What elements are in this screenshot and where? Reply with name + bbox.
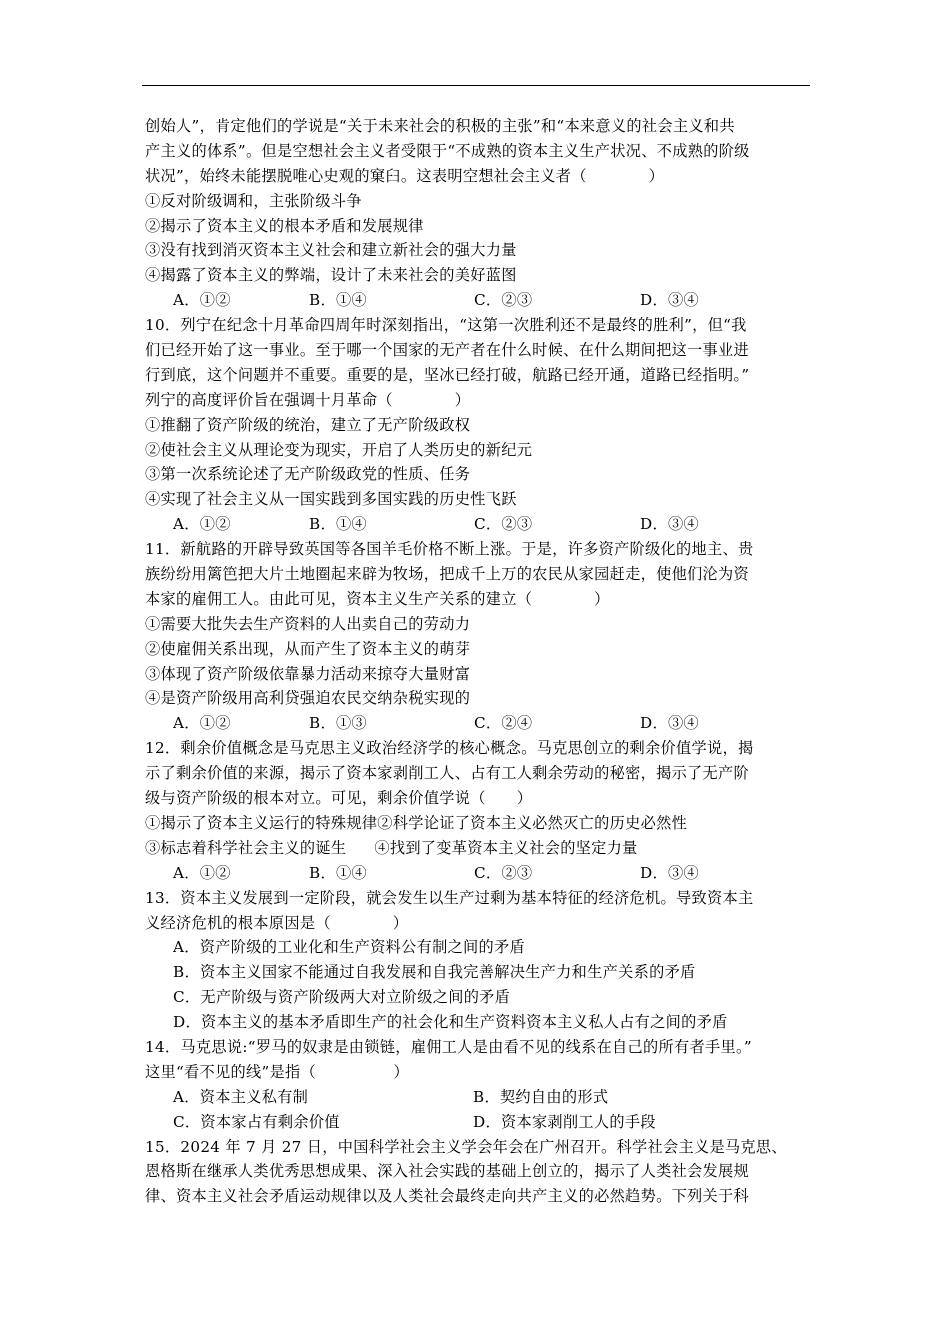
option-c: C．无产阶级与资产阶级两大对立阶级之间的矛盾 bbox=[173, 988, 511, 1007]
question-12-stem: 级与资产阶级的根本对立。可见，剩余价值学说（ ） bbox=[145, 789, 533, 808]
option-d: D．资本主义的基本矛盾即生产的社会化和生产资料资本主义私人占有之间的矛盾 bbox=[173, 1013, 728, 1032]
question-9-stem: 创始人”，肯定他们的学说是“关于未来社会的积极的主张”和“本来意义的社会主义和共 bbox=[145, 117, 735, 135]
question-10-stem: 行到底，这个问题并不重要。重要的是，坚冰已经打破，航路已经开通，道路已经指明。” bbox=[145, 365, 750, 384]
option-b: B．契约自由的形式 bbox=[473, 1087, 609, 1106]
option-d: D．③④ bbox=[640, 714, 699, 733]
question-15-stem: 15．2024 年 7 月 27 日，中国科学社会主义学会年会在广州召开。科学社会主义是马克思、 bbox=[145, 1137, 787, 1156]
question-9-statement: ④揭露了资本主义的弊端，设计了未来社会的美好蓝图 bbox=[145, 266, 517, 285]
question-11-statement: ①需要大批失去生产资料的人出卖自己的劳动力 bbox=[145, 614, 471, 633]
question-10-options bbox=[145, 512, 810, 537]
question-12-stem: 示了剩余价值的来源，揭示了资本家剥削工人、占有工人剩余劳动的秘密，揭示了无产阶 bbox=[145, 764, 750, 783]
option-b: B．资本主义国家不能通过自我发展和自我完善解决生产力和生产关系的矛盾 bbox=[173, 963, 696, 982]
option-c: C．②③ bbox=[474, 515, 533, 534]
question-15-stem: 律、资本主义社会矛盾运动规律以及人类社会最终走向共产主义的必然趋势。下列关于科 bbox=[145, 1187, 750, 1206]
question-9-statement: ①反对阶级调和，主张阶级斗争 bbox=[145, 191, 362, 210]
option-a: A．①② bbox=[173, 291, 231, 310]
question-9-statement: ②揭示了资本主义的根本矛盾和发展规律 bbox=[145, 216, 424, 235]
option-d: D．资本家剥削工人的手段 bbox=[473, 1112, 656, 1131]
question-9-options bbox=[145, 288, 810, 313]
option-d: D．③④ bbox=[640, 291, 699, 310]
option-b: B．①④ bbox=[309, 291, 367, 310]
statement-3: ③标志着科学社会主义的诞生 bbox=[145, 838, 347, 857]
header-rule bbox=[142, 85, 810, 86]
question-12-options bbox=[145, 861, 810, 886]
option-b: B．①④ bbox=[309, 863, 367, 882]
option-d: D．③④ bbox=[640, 515, 699, 534]
question-12-statement: ①揭示了资本主义运行的特殊规律②科学论证了资本主义必然灭亡的历史必然性 bbox=[145, 813, 688, 832]
question-9-statement: ③没有找到消灭资本主义社会和建立新社会的强大力量 bbox=[145, 241, 517, 260]
option-b: B．①③ bbox=[309, 714, 367, 733]
option-d: D．③④ bbox=[640, 863, 699, 882]
option-a: A．①② bbox=[173, 863, 231, 882]
question-10-stem: 10．列宁在纪念十月革命四周年时深刻指出，“这第一次胜利还不是最终的胜利”，但“我 bbox=[145, 316, 747, 335]
question-13-stem: 13．资本主义发展到一定阶段，就会发生以生产过剩为基本特征的经济危机。导致资本主 bbox=[145, 888, 754, 907]
question-11-stem: 11．新航路的开辟导致英国等各国羊毛价格不断上涨。于是，许多资产阶级化的地主、贵 bbox=[145, 540, 754, 559]
question-10-statement: ④实现了社会主义从一国实践到多国实践的历史性飞跃 bbox=[145, 490, 517, 509]
question-14-options-row bbox=[145, 1110, 810, 1135]
question-11-statement: ④是资产阶级用高利贷强迫农民交纳杂税实现的 bbox=[145, 689, 471, 708]
question-11-statement: ③体现了资产阶级依靠暴力活动来掠夺大量财富 bbox=[145, 664, 471, 683]
option-a: A．①② bbox=[173, 515, 231, 534]
question-11-stem: 族纷纷用篱笆把大片土地圈起来辟为牧场，把成千上万的农民从家园赶走，使他们沦为资 bbox=[145, 565, 750, 584]
question-14-options-row bbox=[145, 1085, 810, 1110]
document-body bbox=[145, 114, 810, 1209]
question-10-statement: ②使社会主义从理论变为现实，开启了人类历史的新纪元 bbox=[145, 440, 533, 459]
option-a: A．资本主义私有制 bbox=[173, 1087, 309, 1106]
question-11-stem: 本家的雇佣工人。由此可见，资本主义生产关系的建立（ ） bbox=[145, 589, 610, 608]
question-14-stem: 这里“看不见的线”是指（ ） bbox=[145, 1062, 409, 1081]
question-10-statement: ①推翻了资产阶级的统治，建立了无产阶级政权 bbox=[145, 415, 471, 434]
question-9-stem: 产主义的体系”。但是空想社会主义者受限于“不成熟的资本主义生产状况、不成熟的阶级 bbox=[145, 141, 750, 160]
question-12-statement-row bbox=[145, 836, 810, 861]
question-15-stem: 恩格斯在继承人类优秀思想成果、深入社会实践的基础上创立的，揭示了人类社会发展规 bbox=[145, 1162, 750, 1181]
option-c: C．②③ bbox=[474, 291, 533, 310]
option-c: C．②④ bbox=[474, 714, 533, 733]
option-a: A．①② bbox=[173, 714, 231, 733]
question-9-stem: 状况”，始终未能摆脱唯心史观的窠臼。这表明空想社会主义者（ ） bbox=[145, 166, 665, 185]
question-10-stem: 们已经开始了这一事业。至于哪一个国家的无产者在什么时候、在什么期间把这一事业进 bbox=[145, 341, 750, 360]
option-a: A．资产阶级的工业化和生产资料公有制之间的矛盾 bbox=[173, 938, 525, 957]
statement-4: ④找到了变革资本主义社会的坚定力量 bbox=[374, 838, 638, 857]
question-10-stem: 列宁的高度评价旨在强调十月革命（ ） bbox=[145, 390, 471, 409]
question-12-stem: 12．剩余价值概念是马克思主义政治经济学的核心概念。马克思创立的剩余价值学说，揭 bbox=[145, 739, 754, 758]
question-13-stem: 义经济危机的根本原因是（ ） bbox=[145, 913, 409, 932]
option-c: C．资本家占有剩余价值 bbox=[173, 1112, 340, 1131]
question-14-stem: 14．马克思说:“罗马的奴隶是由锁链，雇佣工人是由看不见的线系在自己的所有者手里。” bbox=[145, 1037, 752, 1056]
question-11-statement: ②使雇佣关系出现，从而产生了资本主义的萌芽 bbox=[145, 639, 471, 658]
question-11-options bbox=[145, 711, 810, 736]
question-10-statement: ③第一次系统论述了无产阶级政党的性质、任务 bbox=[145, 465, 471, 484]
option-b: B．①④ bbox=[309, 515, 367, 534]
option-c: C．②③ bbox=[474, 863, 533, 882]
